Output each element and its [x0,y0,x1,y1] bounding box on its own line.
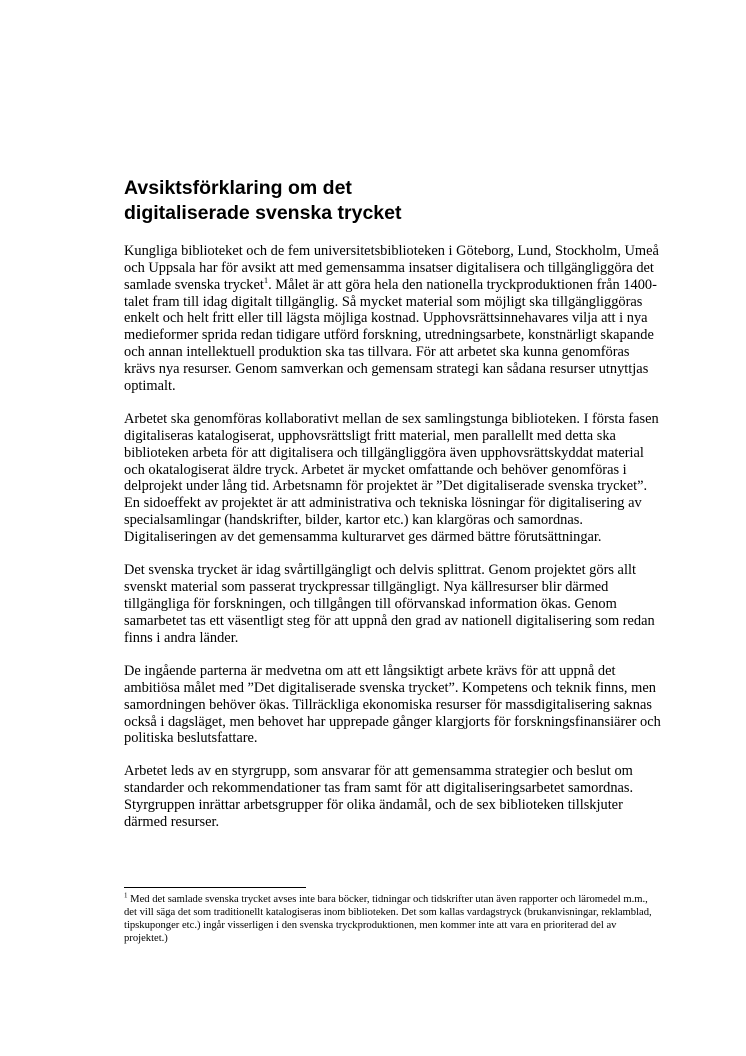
footnote-reference: 1 [263,274,269,285]
footnote-text: Med det samlade svenska trycket avses inte bara böcker, tidningar och tidskrifter utan även rapporter och läromedel m.m., det vill säga det som traditionellt katalogiseras inom biblioteken. Det som kallas vardagstryck (brukanvisningar, reklamblad, tipskuponger etc.) ingår visserligen i den svenska tryckproduktionen, men kommer inte att vara en prioriterad del av projektet.) [124,894,652,944]
document-title [124,176,644,226]
footnote-marker: 1 [124,891,128,900]
paragraph-text: . Målet är att göra hela den nationella tryckproduktionen från 1400-talet fram till idag digitalt tillgänglig. Så mycket material som möjligt ska tillgängliggöras enkelt och helt fritt eller till lägsta möjliga kostnad. Upphovsrättsinnehavares vilja att i nya medieformer sprida redan tidigare utförd forskning, utredningsarbete, konstnärligt skapande och annan intellektuell produktion ska tas tillvara. För att arbetet ska kunna genomföras krävs nya resurser. Genom samverkan och gemensam strategi kan sådana resurser utnyttjas optimalt. [124,276,657,394]
paragraph: Arbetet ska genomföras kollaborativt mellan de sex samlingstunga biblioteken. I första fasen digitaliseras katalogiserat, upphovsrättsligt fritt material, men parallellt med detta ska biblioteken arbeta för att digitalisera och tillgängliggöra även upphovsrättskyddat material och okatalogiserat äldre tryck. Arbetet är mycket omfattande och behöver genomföras i delprojekt under lång tid. Arbetsnamn för projektet är ”Det digitaliserade svenska trycket”. En sidoeffekt av projektet är att administrativa och tekniska lösningar för digitalisering av specialsamlingar (handskrifter, bilder, kartor etc.) kan klargöras och samordnas. Digitaliseringen av det gemensamma kulturarvet ges därmed bättre förutsättningar. [124,411,659,545]
title-line-1: Avsiktsförklaring om det [124,177,352,199]
paragraph [124,243,664,395]
paragraph: Det svenska trycket är idag svårtillgängligt och delvis splittrat. Genom projektet görs allt svenskt material som passerat tryckpressar tillgängligt. Nya källresurser blir därmed tillgängliga för forskningen, och tillgången till oförvanskad information ökas. Genom samarbetet tas ett väsentligt steg för att uppnå den grad av nationell digitalisering som redan finns i andra länder. [124,562,655,646]
paragraph: Arbetet leds av en styrgrupp, som ansvarar för att gemensamma strategier och beslut om standarder och rekommendationer tas fram samt för att digitaliseringsarbetet samordnas. Styrgruppen inrättar arbetsgrupper för olika ändamål, och de sex biblioteken tillskjuter därmed resurser. [124,763,634,830]
paragraph-text: Kungliga biblioteket och de fem universitetsbiblioteken i Göteborg, Lund, Stockholm, Umeå och Uppsala har för avsikt att med gemensamma insatser digitalisera och tillgängliggöra det samlade svenska trycket [124,243,659,293]
paragraph: De ingående parterna är medvetna om att ett långsiktigt arbete krävs för att uppnå det ambitiösa målet med ”Det digitaliserade svenska trycket”. Kompetens och teknik finns, men samordningen behöver ökas. Tillräckliga ekonomiska resurser för massdigitalisering saknas också i dagsläget, men behovet har upprepade gånger klargjorts för forskningsfinansiärer och politiska beslutsfattare. [124,663,661,747]
footnote [124,893,654,945]
document-body [124,243,664,847]
title-line-2: digitaliserade svenska trycket [124,202,402,224]
footnote-separator [124,887,306,888]
